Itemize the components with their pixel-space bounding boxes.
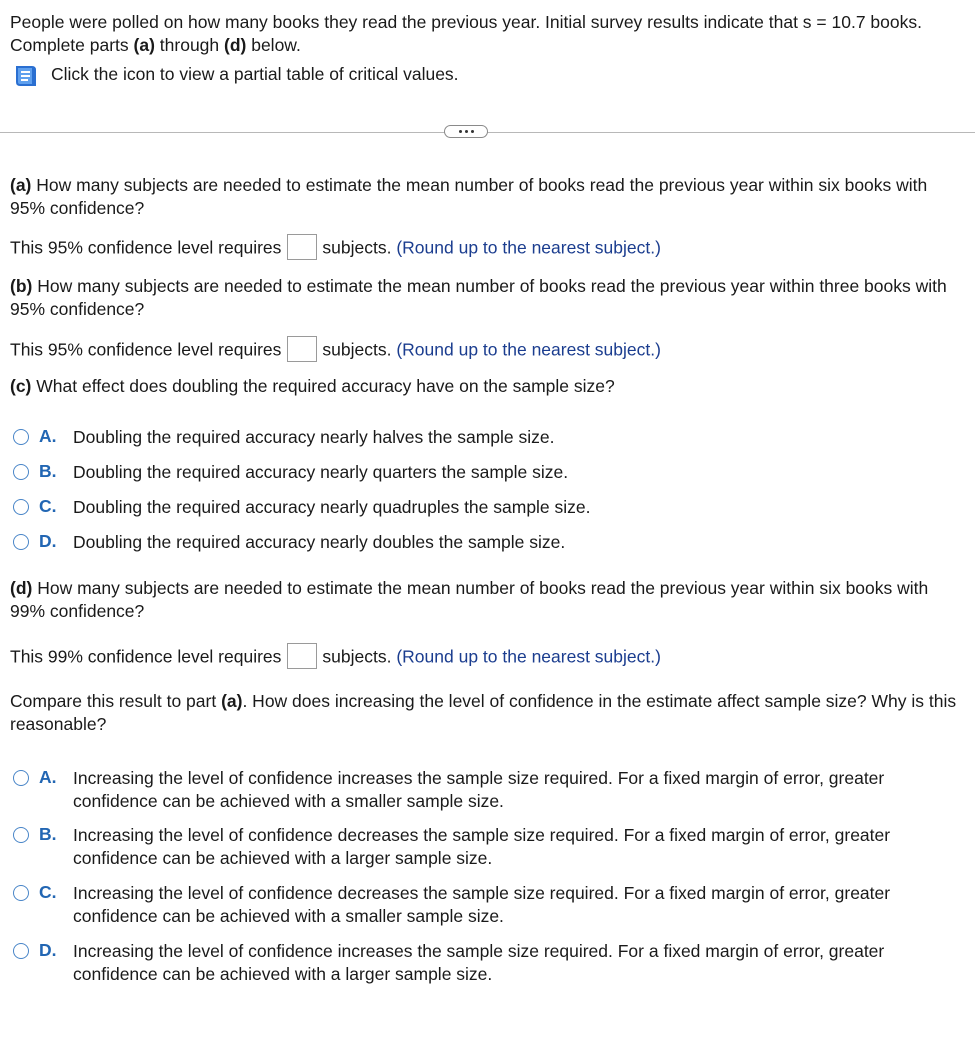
part-c-option-b[interactable]: B. Doubling the required accuracy nearly quarters the sample size. xyxy=(13,461,943,484)
radio-button[interactable] xyxy=(13,827,29,843)
more-options-button[interactable] xyxy=(444,125,488,138)
radio-button[interactable] xyxy=(13,534,29,550)
part-c-question: (c) What effect does doubling the required accuracy have on the sample size? xyxy=(10,376,615,396)
round-hint: (Round up to the nearest subject.) xyxy=(396,339,661,360)
radio-button[interactable] xyxy=(13,429,29,445)
part-d-question: (d) How many subjects are needed to estimate the mean number of books read the previous year within six books with 99% confidence? xyxy=(10,578,929,621)
part-a-answer-input[interactable] xyxy=(287,234,317,260)
dot xyxy=(465,130,468,133)
part-b-answer-input[interactable] xyxy=(287,336,317,362)
part-d-compare-question: Compare this result to part (a). How does increasing the level of confidence in the estimate affect sample size? Why is this reasonable? xyxy=(10,691,957,734)
part-a-answer-row: This 95% confidence level requires subjects. (Round up to the nearest subject.) xyxy=(10,236,661,262)
radio-button[interactable] xyxy=(13,770,29,786)
part-b-question: (b) How many subjects are needed to estimate the mean number of books read the previous year within three books with 95% confidence? xyxy=(10,276,947,319)
part-d-answer-input[interactable] xyxy=(287,643,317,669)
part-b-answer-row: This 95% confidence level requires subjects. (Round up to the nearest subject.) xyxy=(10,338,661,364)
dot xyxy=(459,130,462,133)
round-hint: (Round up to the nearest subject.) xyxy=(396,237,661,258)
part-d-option-d[interactable]: D. Increasing the level of confidence increases the sample size required. For a fixed margin of error, greater confidence can be achieved with a larger sample size. xyxy=(13,940,943,986)
radio-button[interactable] xyxy=(13,499,29,515)
critical-values-link[interactable]: Click the icon to view a partial table of critical values. xyxy=(51,64,459,84)
part-a-question: (a) How many subjects are needed to estimate the mean number of books read the previous year within six books with 95% confidence? xyxy=(10,175,928,218)
intro-instructions: Complete parts (a) through (d) below. xyxy=(10,35,301,55)
intro-line-1: People were polled on how many books they read the previous year. Initial survey results indicate that s = 10.7 books. xyxy=(10,12,922,32)
part-c-option-c[interactable]: C. Doubling the required accuracy nearly quadruples the sample size. xyxy=(13,496,943,519)
intro-text xyxy=(10,12,922,33)
part-d-answer-row: This 99% confidence level requires subjects. (Round up to the nearest subject.) xyxy=(10,645,661,671)
part-c-option-a[interactable]: A. Doubling the required accuracy nearly halves the sample size. xyxy=(13,426,943,449)
radio-button[interactable] xyxy=(13,464,29,480)
book-icon[interactable] xyxy=(12,62,40,88)
part-d-option-c[interactable]: C. Increasing the level of confidence decreases the sample size required. For a fixed margin of error, greater confidence can be achieved with a smaller sample size. xyxy=(13,882,943,928)
round-hint: (Round up to the nearest subject.) xyxy=(396,646,661,667)
part-d-option-b[interactable]: B. Increasing the level of confidence decreases the sample size required. For a fixed margin of error, greater confidence can be achieved with a larger sample size. xyxy=(13,824,943,870)
radio-button[interactable] xyxy=(13,885,29,901)
part-d-option-a[interactable]: A. Increasing the level of confidence increases the sample size required. For a fixed margin of error, greater confidence can be achieved with a smaller sample size. xyxy=(13,767,943,813)
dot xyxy=(471,130,474,133)
part-c-option-d[interactable]: D. Doubling the required accuracy nearly doubles the sample size. xyxy=(13,531,943,554)
radio-button[interactable] xyxy=(13,943,29,959)
